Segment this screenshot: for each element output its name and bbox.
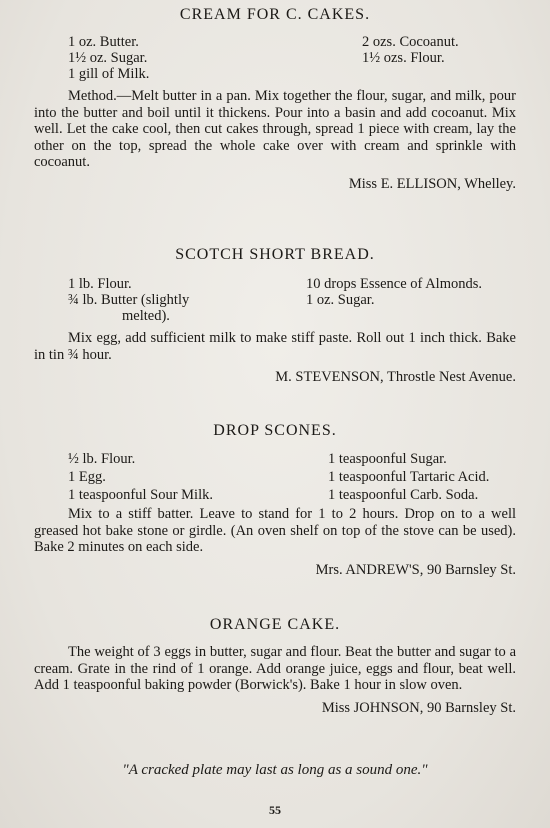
recipe-orange-cake [34, 616, 516, 717]
ingredient: 1½ oz. Sugar. [68, 50, 148, 66]
recipe-author: Miss JOHNSON, 90 Barnsley St. [321, 699, 516, 716]
ingredient-column-left [68, 276, 292, 324]
ingredient: 1½ ozs. Flour. [362, 50, 445, 66]
ingredient-column-right [292, 34, 516, 82]
recipe-drop-scones [34, 422, 516, 579]
recipe-cream-for-c-cakes [34, 6, 516, 193]
page-number: 55 [269, 803, 281, 817]
recipe-method: The weight of 3 eggs in butter, sugar and flour. Beat the butter and sugar to a cream. Grate in the rind of 1 orange. Add orange juice, eggs and flour, beat well. Add 1 teaspoonful baking powder (Borwick's). Bake 1 hour in slow oven. [34, 644, 516, 693]
ingredient: 2 ozs. Cocoanut. [362, 34, 459, 50]
ingredient: 1 gill of Milk. [68, 66, 150, 82]
ingredient: 1 teaspoonful Carb. Soda. [328, 487, 479, 503]
recipe-method: Method.—Melt butter in a pan. Mix together the flour, sugar, and milk, pour into the butter and boil until it thickens. Pour into a basin and add cocoanut. Mix well. Let the cake cool, then cut cakes through, spread 1 piece with cream, lay the other on the top, spread the whole cake over with cream and sprinkle with cocoanut. [34, 88, 516, 170]
recipe-title: CREAM FOR C. CAKES. [179, 6, 371, 23]
ingredient: ½ lb. Flour. [68, 451, 136, 467]
ingredient: ¾ lb. Butter (slightly [68, 292, 190, 308]
recipe-title: DROP SCONES. [213, 422, 337, 439]
closing-quote: "A cracked plate may last as long as a sound one." [122, 762, 428, 778]
recipe-title: ORANGE CAKE. [209, 616, 341, 633]
recipe-title: SCOTCH SHORT BREAD. [175, 246, 375, 263]
ingredient: 1 lb. Flour. [68, 276, 132, 292]
ingredient: 10 drops Essence of Almonds. [306, 276, 482, 292]
recipe-method: Mix to a stiff batter. Leave to stand for 1 to 2 hours. Drop on to a well greased hot bake stone or girdle. (An oven shelf on top of the stove can be used). Bake 2 minutes on each side. [34, 506, 516, 555]
ingredient-column-left [68, 450, 292, 504]
recipe-author: M. STEVENSON, Throstle Nest Avenue. [275, 369, 516, 385]
ingredient: 1 teaspoonful Sugar. [328, 451, 447, 467]
ingredient-list [34, 450, 516, 504]
recipe-author: Mrs. ANDREW'S, 90 Barnsley St. [315, 561, 516, 578]
ingredient-column-left [68, 34, 292, 82]
ingredient-column-right [292, 276, 516, 324]
ingredient: 1 teaspoonful Tartaric Acid. [328, 469, 490, 485]
ingredient: 1 oz. Butter. [68, 34, 139, 50]
ingredient: 1 oz. Sugar. [306, 292, 375, 308]
ingredient-list [34, 276, 516, 324]
ingredient-list [34, 34, 516, 82]
ingredient-column-right [292, 450, 516, 504]
ingredient: melted). [122, 308, 170, 324]
ingredient: 1 teaspoonful Sour Milk. [68, 487, 213, 503]
recipe-author: Miss E. ELLISON, Whelley. [348, 175, 516, 192]
recipe-method: Mix egg, add sufficient milk to make stiff paste. Roll out 1 inch thick. Bake in tin ¾ hour. [34, 330, 516, 363]
ingredient: 1 Egg. [68, 469, 106, 485]
recipe-scotch-short-bread [34, 246, 516, 386]
